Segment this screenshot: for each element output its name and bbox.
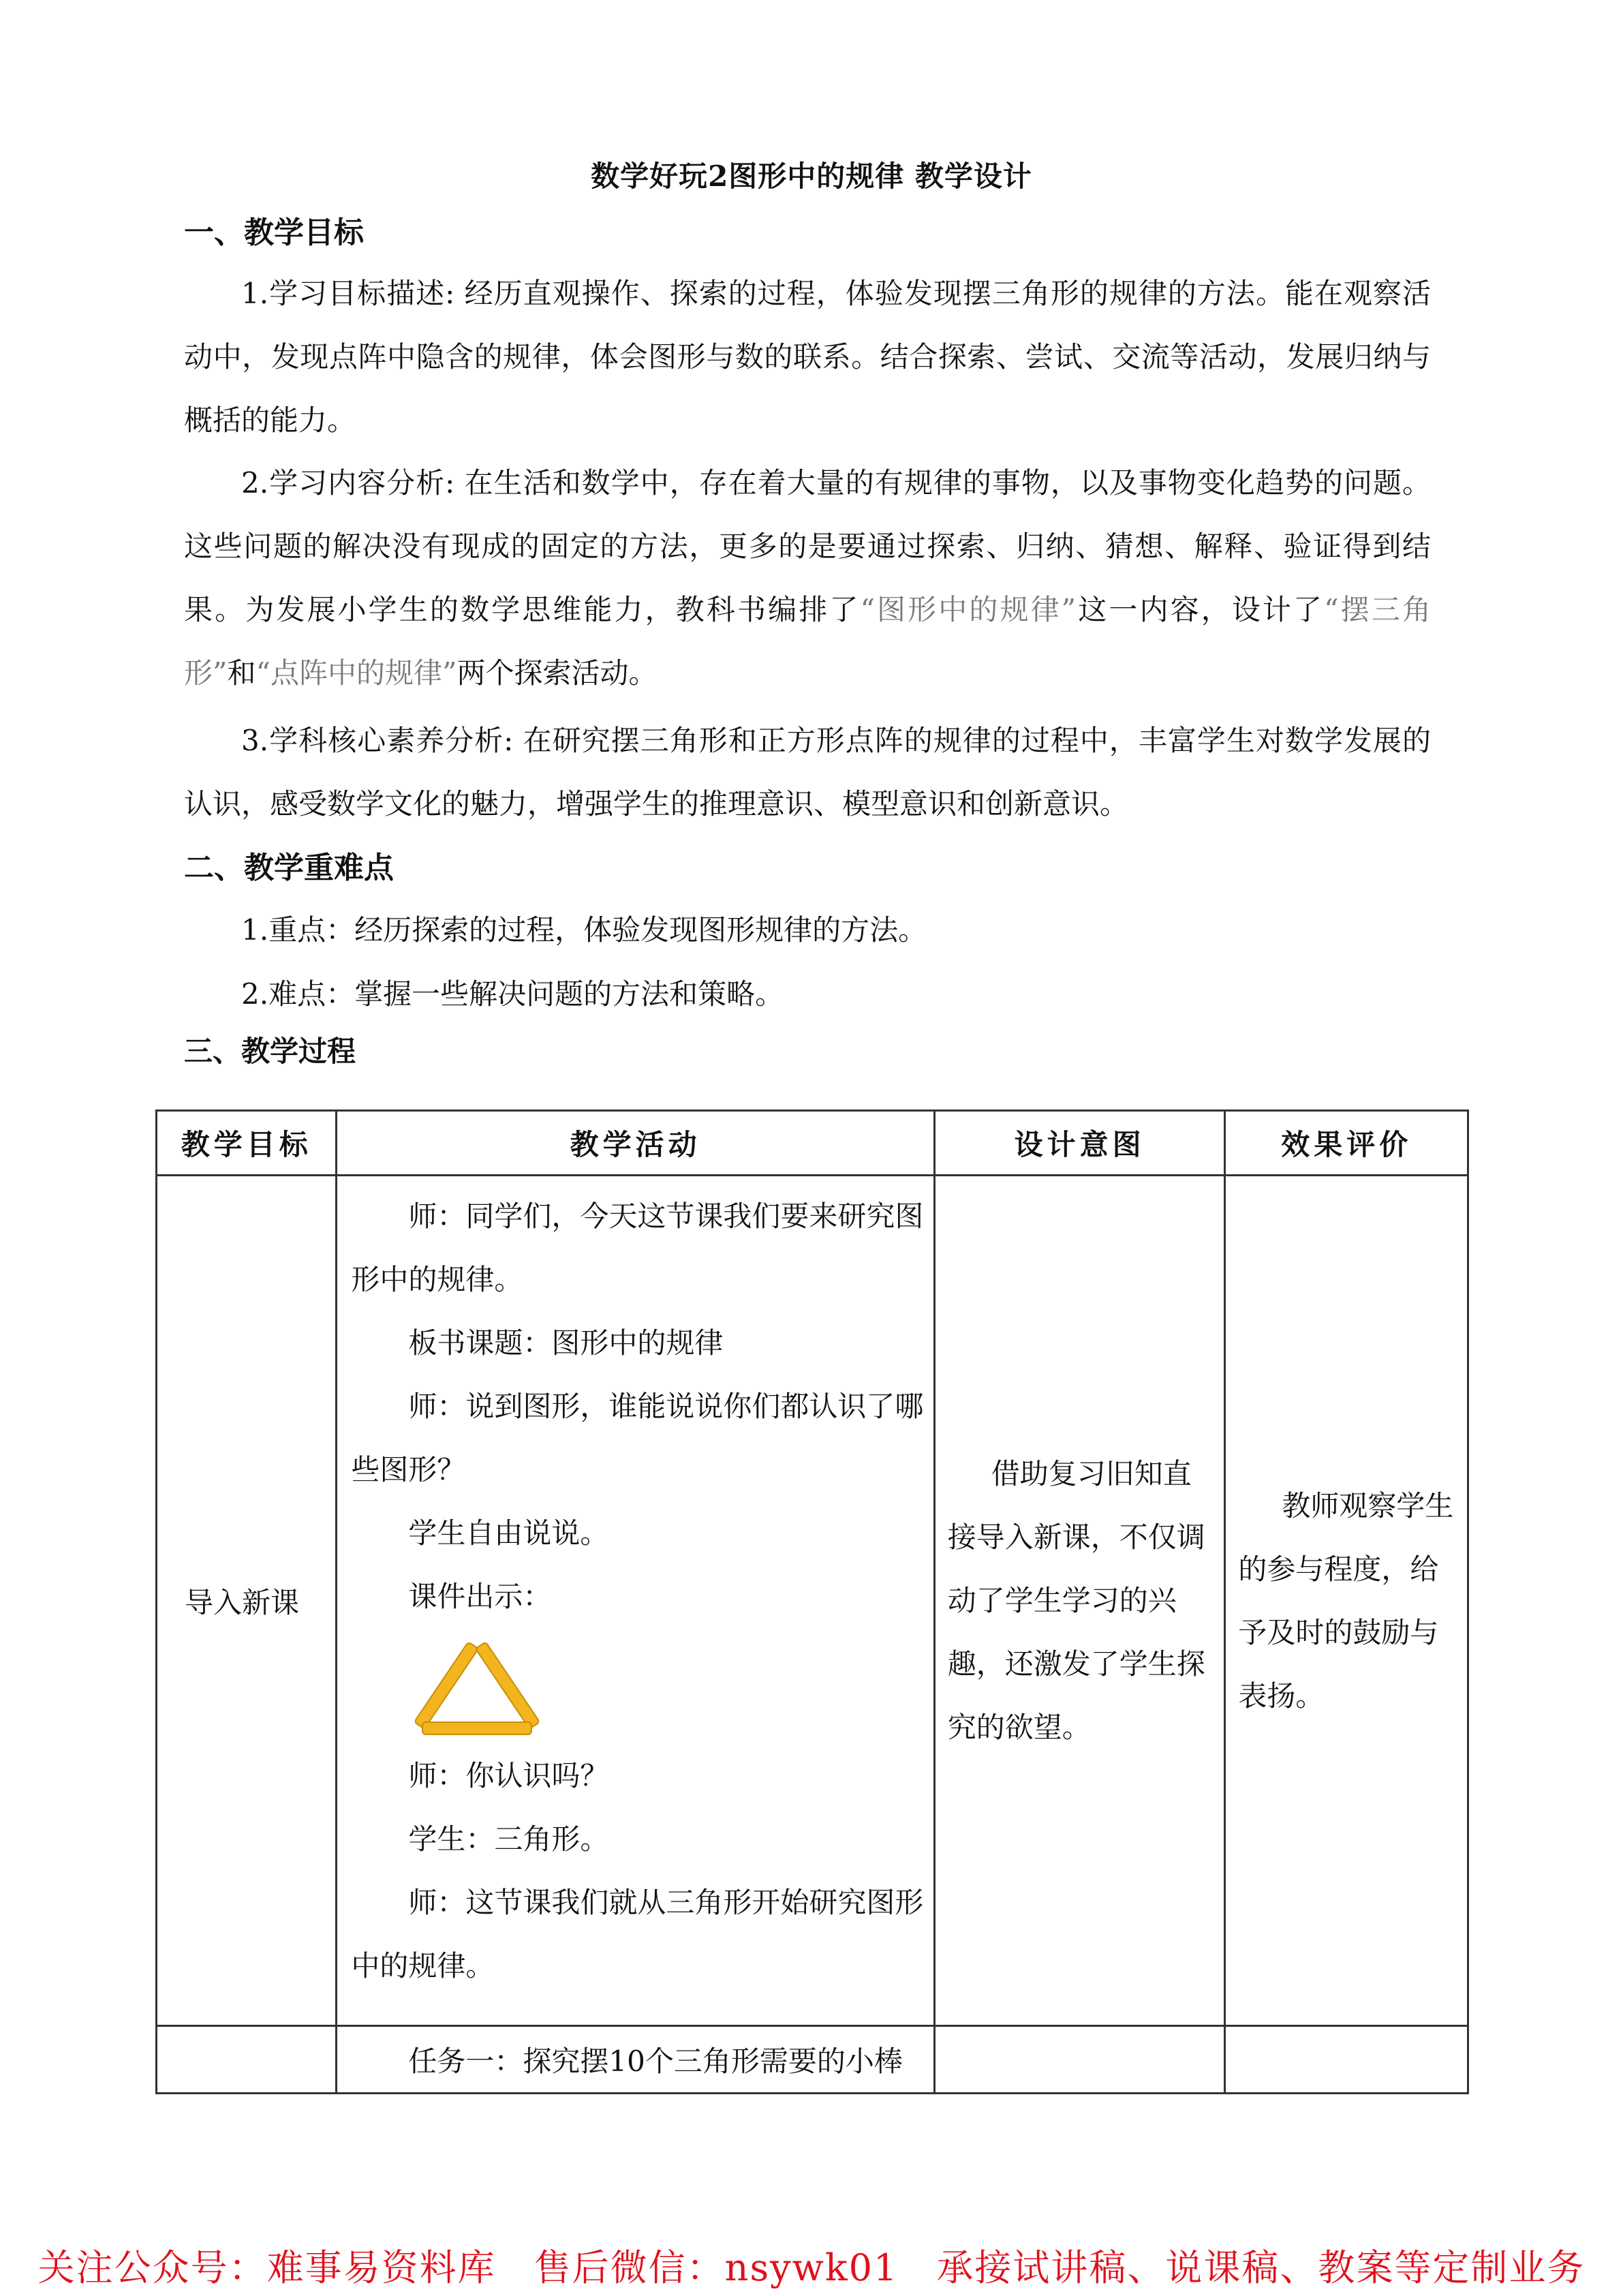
p2-text-b: 这一内容，设计了	[1076, 593, 1325, 626]
evaluation-cell-empty	[1225, 2026, 1468, 2094]
table-row	[157, 1176, 1468, 2026]
evaluation-cell	[1225, 1176, 1468, 2026]
p2-text-c: 和	[227, 656, 256, 690]
table-header-row	[157, 1111, 1468, 1176]
task-cell: 任务一：探究摆10个三角形需要的小棒	[337, 2026, 934, 2094]
stage-cell: 导入新课	[157, 1176, 337, 2026]
activity-line: 师：同学们，今天这节课我们要来研究图	[408, 1199, 924, 1233]
stick-right	[476, 1642, 540, 1729]
stick-triangle-image	[351, 1628, 926, 1744]
table-row	[157, 2026, 1468, 2094]
key-point-line: 1.重点：经历探索的过程，体验发现图形规律的方法。	[241, 913, 927, 947]
activity-line: 中的规律。	[351, 1949, 495, 1983]
stage-cell-empty	[157, 2026, 337, 2094]
p2-quote-2: “摆三角形”	[184, 593, 1431, 690]
activity-line: 学生：三角形。	[408, 1822, 609, 1856]
stick-left	[414, 1642, 478, 1729]
teaching-process-table	[155, 1109, 1469, 2094]
document-title: 数学好玩2图形中的规律 教学设计	[591, 159, 1032, 193]
intent-text: 借助复习旧知直接导入新课，不仅调动了学生学习的兴趣，还激发了学生探究的欲望。	[947, 1457, 1205, 1744]
p2-text-d: 两个探索活动。	[457, 656, 658, 690]
header-activity: 教学活动	[337, 1111, 934, 1176]
section-heading-key-points: 二、教学重难点	[184, 851, 394, 885]
header-objective: 教学目标	[157, 1111, 337, 1176]
intent-cell-empty	[934, 2026, 1225, 2094]
header-intent: 设计意图	[934, 1111, 1225, 1176]
activity-line: 些图形？	[351, 1453, 466, 1486]
objective-paragraph-2	[184, 451, 1431, 705]
evaluation-text: 教师观察学生的参与程度，给予及时的鼓励与表扬。	[1238, 1488, 1454, 1713]
activity-line: 师：这节课我们就从三角形开始研究图形	[408, 1886, 924, 1919]
section-heading-objectives: 一、教学目标	[184, 215, 364, 250]
header-evaluation: 效果评价	[1225, 1111, 1468, 1176]
stick-bottom	[422, 1722, 531, 1734]
p2-text-a: 2.学习内容分析: 在生活和数学中，存在着大量的有规律的事物，以及事物变化趋势的问题。这些问题的解决没有现成的固定的方法，更多的是要通过探索、归纳、猜想、解释、验证得到结果。为发展小学生的数学思维能力，教科书编排了	[184, 466, 1431, 626]
activity-line: 学生自由说说。	[408, 1516, 609, 1550]
stick-triangle-icon	[412, 1635, 542, 1737]
footer-banner: 关注公众号：难事易资料库 售后微信：nsywk01 承接试讲稿、说课稿、教案等定制业务	[37, 2246, 1586, 2289]
activity-line: 师：你认识吗？	[408, 1759, 609, 1792]
activity-line: 师：说到图形，谁能说说你们都认识了哪	[408, 1390, 924, 1423]
objective-paragraph-1: 1.学习目标描述: 经历直观操作、探索的过程，体验发现摆三角形的规律的方法。能在观察活动中，发现点阵中隐含的规律，体会图形与数的联系。结合探索、尝试、交流等活动，发展归纳与概括的能力。	[184, 277, 1431, 437]
activity-line: 板书课题：图形中的规律	[408, 1326, 724, 1360]
activity-line: 形中的规律。	[351, 1263, 523, 1296]
objective-paragraph-3: 3.学科核心素养分析: 在研究摆三角形和正方形点阵的规律的过程中，丰富学生对数学发展的认识，感受数学文化的魅力，增强学生的推理意识、模型意识和创新意识。	[184, 724, 1431, 821]
intent-cell	[934, 1176, 1225, 2026]
difficulty-line: 2.难点：掌握一些解决问题的方法和策略。	[241, 977, 784, 1011]
p2-quote-3: “点阵中的规律”	[256, 656, 457, 690]
section-heading-process: 三、教学过程	[184, 1035, 356, 1068]
activity-cell	[337, 1176, 934, 2026]
p2-quote-1: “图形中的规律”	[860, 593, 1077, 626]
activity-line: 课件出示：	[408, 1580, 552, 1613]
